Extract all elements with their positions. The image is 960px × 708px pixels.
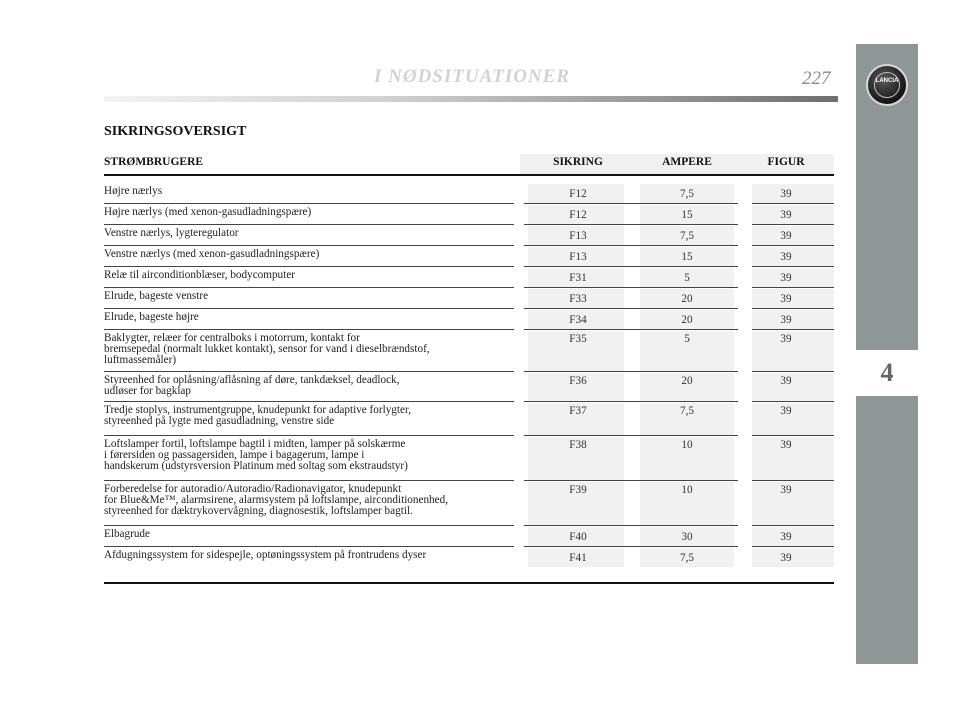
table-row-figure: 39 [780,314,792,326]
footer-rule [104,582,834,584]
row-separator [636,329,738,330]
table-row-ampere: 7,5 [680,552,694,564]
page-number: 227 [802,68,831,89]
row-separator [104,546,514,547]
row-separator [636,480,738,481]
row-separator [752,401,834,402]
logo-ring [874,72,900,98]
table-row-ampere: 5 [684,272,690,284]
table-row-ampere: 7,5 [680,230,694,242]
row-separator [524,371,636,372]
table-row-figure: 39 [780,484,792,496]
row-separator [752,266,834,267]
row-separator [752,245,834,246]
table-row-ampere: 20 [681,314,693,326]
table-row-figure: 39 [780,405,792,417]
row-separator [524,224,636,225]
row-separator [524,329,636,330]
row-separator [104,224,514,225]
row-separator [636,371,738,372]
row-separator [524,435,636,436]
table-row-fuse: F35 [569,333,587,345]
row-separator [524,308,636,309]
row-separator [104,401,514,402]
table-row-figure: 39 [780,333,792,345]
table-row-consumer: Elbagrude [104,528,150,540]
table-row-ampere: 7,5 [680,188,694,200]
row-separator [524,245,636,246]
header-fuse: SIKRING [553,156,603,168]
table-row-ampere: 15 [681,209,693,221]
table-row-figure: 39 [780,552,792,564]
row-separator [104,435,514,436]
table-row-fuse: F39 [569,484,587,496]
row-separator [752,224,834,225]
table-row-fuse: F37 [569,405,587,417]
table-row-fuse: F31 [569,272,587,284]
table-row-ampere: 10 [681,484,693,496]
row-separator [636,203,738,204]
table-row-consumer: Afdugningssystem for sidespejle, optøningssystem på frontrudens dyser [104,549,427,561]
row-separator [524,287,636,288]
header-figure: FIGUR [767,156,805,168]
row-separator [104,525,514,526]
section-title: SIKRINGSOVERSIGT [104,124,247,139]
logo-text: LANCIA [875,78,899,84]
row-separator [104,287,514,288]
table-row-figure: 39 [780,272,792,284]
table-row-consumer: Styreenhed for oplåsning/aflåsning af døre, tankdæksel, deadlock, udløser for bagklap [104,374,400,397]
table-row-ampere: 15 [681,251,693,263]
table-row-fuse: F41 [569,552,587,564]
header-rule [104,174,834,176]
table-row-figure: 39 [780,439,792,451]
table-row-figure: 39 [780,293,792,305]
table-row-consumer: Venstre nærlys, lygteregulator [104,227,239,239]
table-row-consumer: Højre nærlys (med xenon-gasudladningspære) [104,206,312,218]
table-row-consumer: Baklygter, relæer for centralboks i motorrum, kontakt for bremsepedal (normalt lukket kontakt), sensor for vand i dieselbrændstof, luftmassemåler) [104,332,430,366]
row-separator [636,245,738,246]
table-row-ampere: 20 [681,293,693,305]
header-bar [104,96,838,102]
row-separator [752,203,834,204]
header-consumer: STRØMBRUGERE [104,156,204,168]
table-row-ampere: 5 [684,333,690,345]
row-separator [524,203,636,204]
row-separator [524,546,636,547]
chapter-number: 4 [856,350,918,396]
table-row-figure: 39 [780,251,792,263]
row-separator [636,435,738,436]
table-row-ampere: 30 [681,531,693,543]
row-separator [636,525,738,526]
row-separator [636,308,738,309]
table-row-ampere: 10 [681,439,693,451]
row-separator [752,525,834,526]
row-separator [104,308,514,309]
table-row-ampere: 7,5 [680,405,694,417]
table-row-consumer: Elrude, bageste højre [104,311,199,323]
table-row-figure: 39 [780,375,792,387]
row-separator [104,329,514,330]
row-separator [636,287,738,288]
table-row-ampere: 20 [681,375,693,387]
table-row-fuse: F13 [569,230,587,242]
row-separator [104,480,514,481]
table-row-consumer: Elrude, bageste venstre [104,290,209,302]
row-separator [524,266,636,267]
lancia-logo [866,64,908,106]
row-separator [752,546,834,547]
row-separator [104,245,514,246]
row-separator [752,480,834,481]
row-separator [752,329,834,330]
table-row-figure: 39 [780,209,792,221]
table-row-fuse: F36 [569,375,587,387]
table-row-fuse: F13 [569,251,587,263]
row-separator [752,308,834,309]
row-separator [636,546,738,547]
table-row-fuse: F40 [569,531,587,543]
table-row-consumer: Forberedelse for autoradio/Autoradio/Radionavigator, knudepunkt for Blue&Me™, alarmsirene, alarmsystem på loftslampe, airconditionenhed, styreenhed for dæktrykovervågning, diagnosestik, loftslamper bagtil. [104,483,448,517]
table-row-fuse: F33 [569,293,587,305]
header-ampere: AMPERE [662,156,712,168]
table-row-figure: 39 [780,230,792,242]
table-row-consumer: Relæ til airconditionblæser, bodycomputer [104,269,295,281]
table-row-figure: 39 [780,188,792,200]
row-separator [752,371,834,372]
row-separator [524,401,636,402]
row-separator [636,401,738,402]
row-separator [752,435,834,436]
row-separator [636,266,738,267]
row-separator [636,224,738,225]
row-separator [524,480,636,481]
chapter-title: I NØDSITUATIONER [374,66,571,87]
table-row-consumer: Loftslamper fortil, loftslampe bagtil i midten, lamper på solskærme i førersiden og passagersiden, lampe i bagagerum, lampe i handskerum (udstyrsversion Platinum med soltag som ekstraudstyr) [104,438,408,472]
row-separator [752,287,834,288]
row-separator [524,525,636,526]
row-separator [104,371,514,372]
table-row-consumer: Højre nærlys [104,185,163,197]
table-row-fuse: F34 [569,314,587,326]
table-row-consumer: Venstre nærlys (med xenon-gasudladningspære) [104,248,320,260]
row-separator [104,203,514,204]
row-separator [104,266,514,267]
table-row-fuse: F12 [569,188,587,200]
table-row-consumer: Tredje stoplys, instrumentgruppe, knudepunkt for adaptive forlygter, styreenhed på lygte med gasudladning, venstre side [104,404,412,427]
table-row-fuse: F12 [569,209,587,221]
table-row-figure: 39 [780,531,792,543]
table-row-fuse: F38 [569,439,587,451]
